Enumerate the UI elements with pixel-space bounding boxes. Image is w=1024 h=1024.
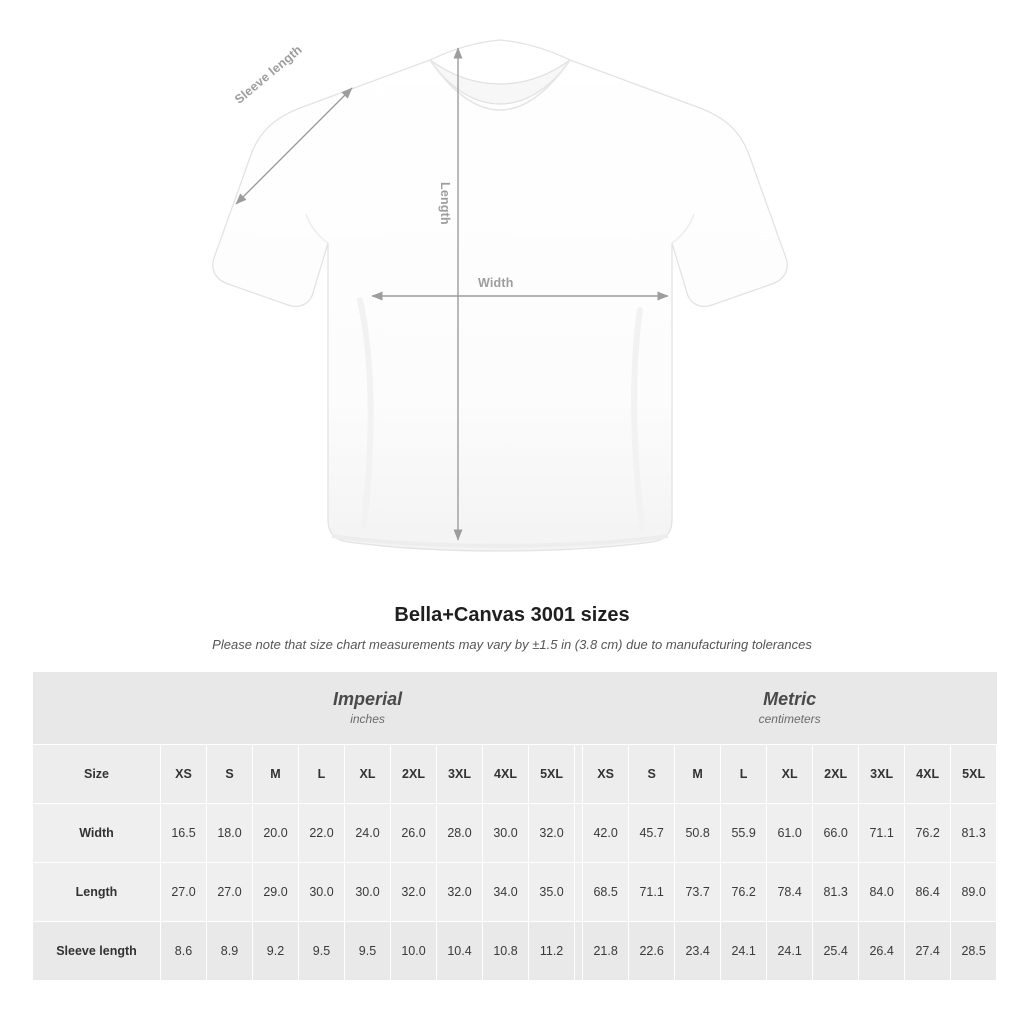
size-col-imperial-4xl: 4XL xyxy=(483,745,529,804)
page-subtitle: Please note that size chart measurements may vary by ±1.5 in (3.8 cm) due to manufacturing tolerances xyxy=(212,637,812,652)
cell: 76.2 xyxy=(721,863,767,922)
size-col-metric-xs: XS xyxy=(583,745,629,804)
size-col-metric-m: M xyxy=(675,745,721,804)
size-col-imperial-l: L xyxy=(299,745,345,804)
row-spacer xyxy=(575,922,583,981)
cell: 78.4 xyxy=(767,863,813,922)
units-blank-cell xyxy=(33,672,161,745)
row-label-length: Length xyxy=(33,863,161,922)
size-col-imperial-m: M xyxy=(253,745,299,804)
cell: 28.5 xyxy=(951,922,997,981)
cell: 24.1 xyxy=(721,922,767,981)
cell: 26.0 xyxy=(391,804,437,863)
length-label: Length xyxy=(438,182,452,225)
size-col-imperial-5xl: 5XL xyxy=(529,745,575,804)
cell: 81.3 xyxy=(951,804,997,863)
cell: 10.8 xyxy=(483,922,529,981)
cell: 16.5 xyxy=(161,804,207,863)
cell: 22.0 xyxy=(299,804,345,863)
row-spacer xyxy=(575,863,583,922)
size-table xyxy=(32,672,997,981)
cell: 21.8 xyxy=(583,922,629,981)
size-header-row xyxy=(33,745,997,804)
cell: 32.0 xyxy=(391,863,437,922)
cell: 86.4 xyxy=(905,863,951,922)
cell: 8.9 xyxy=(207,922,253,981)
metric-subtitle: centimeters xyxy=(758,711,821,726)
header-spacer xyxy=(575,745,583,804)
imperial-title: Imperial xyxy=(333,689,403,710)
size-col-imperial-xl: XL xyxy=(345,745,391,804)
cell: 28.0 xyxy=(437,804,483,863)
width-label: Width xyxy=(478,276,514,290)
cell: 42.0 xyxy=(583,804,629,863)
cell: 27.0 xyxy=(207,863,253,922)
cell: 55.9 xyxy=(721,804,767,863)
cell: 71.1 xyxy=(629,863,675,922)
imperial-subtitle: inches xyxy=(350,711,385,726)
cell: 9.5 xyxy=(299,922,345,981)
units-row xyxy=(33,672,997,745)
size-col-imperial-s: S xyxy=(207,745,253,804)
table-row xyxy=(33,863,997,922)
cell: 45.7 xyxy=(629,804,675,863)
row-label-width: Width xyxy=(33,804,161,863)
cell: 81.3 xyxy=(813,863,859,922)
cell: 10.0 xyxy=(391,922,437,981)
size-col-imperial-xs: XS xyxy=(161,745,207,804)
cell: 8.6 xyxy=(161,922,207,981)
cell: 66.0 xyxy=(813,804,859,863)
table-row xyxy=(33,804,997,863)
page-title: Bella+Canvas 3001 sizes xyxy=(394,604,630,626)
units-spacer xyxy=(575,672,583,745)
cell: 30.0 xyxy=(345,863,391,922)
size-col-metric-s: S xyxy=(629,745,675,804)
size-table-wrapper xyxy=(32,672,992,981)
cell: 27.4 xyxy=(905,922,951,981)
cell: 84.0 xyxy=(859,863,905,922)
size-col-imperial-2xl: 2XL xyxy=(391,745,437,804)
row-spacer xyxy=(575,804,583,863)
cell: 73.7 xyxy=(675,863,721,922)
cell: 30.0 xyxy=(299,863,345,922)
metric-title: Metric xyxy=(763,689,817,710)
size-col-metric-xl: XL xyxy=(767,745,813,804)
cell: 30.0 xyxy=(483,804,529,863)
sleeve-length-label: Sleeve length xyxy=(232,42,305,107)
cell: 18.0 xyxy=(207,804,253,863)
cell: 35.0 xyxy=(529,863,575,922)
size-header-cell: Size xyxy=(33,745,161,804)
cell: 34.0 xyxy=(483,863,529,922)
cell: 20.0 xyxy=(253,804,299,863)
cell: 9.5 xyxy=(345,922,391,981)
cell: 50.8 xyxy=(675,804,721,863)
row-label-sleeve-length: Sleeve length xyxy=(33,922,161,981)
cell: 29.0 xyxy=(253,863,299,922)
table-row xyxy=(33,922,997,981)
cell: 32.0 xyxy=(529,804,575,863)
cell: 23.4 xyxy=(675,922,721,981)
cell: 24.1 xyxy=(767,922,813,981)
cell: 9.2 xyxy=(253,922,299,981)
cell: 11.2 xyxy=(529,922,575,981)
size-col-metric-4xl: 4XL xyxy=(905,745,951,804)
cell: 10.4 xyxy=(437,922,483,981)
metric-header-cell xyxy=(583,672,997,745)
cell: 27.0 xyxy=(161,863,207,922)
cell: 32.0 xyxy=(437,863,483,922)
size-col-metric-l: L xyxy=(721,745,767,804)
cell: 24.0 xyxy=(345,804,391,863)
cell: 76.2 xyxy=(905,804,951,863)
imperial-header-cell xyxy=(161,672,575,745)
size-col-metric-2xl: 2XL xyxy=(813,745,859,804)
cell: 26.4 xyxy=(859,922,905,981)
size-col-metric-3xl: 3XL xyxy=(859,745,905,804)
size-col-metric-5xl: 5XL xyxy=(951,745,997,804)
cell: 61.0 xyxy=(767,804,813,863)
size-col-imperial-3xl: 3XL xyxy=(437,745,483,804)
cell: 89.0 xyxy=(951,863,997,922)
cell: 71.1 xyxy=(859,804,905,863)
cell: 22.6 xyxy=(629,922,675,981)
cell: 68.5 xyxy=(583,863,629,922)
cell: 25.4 xyxy=(813,922,859,981)
